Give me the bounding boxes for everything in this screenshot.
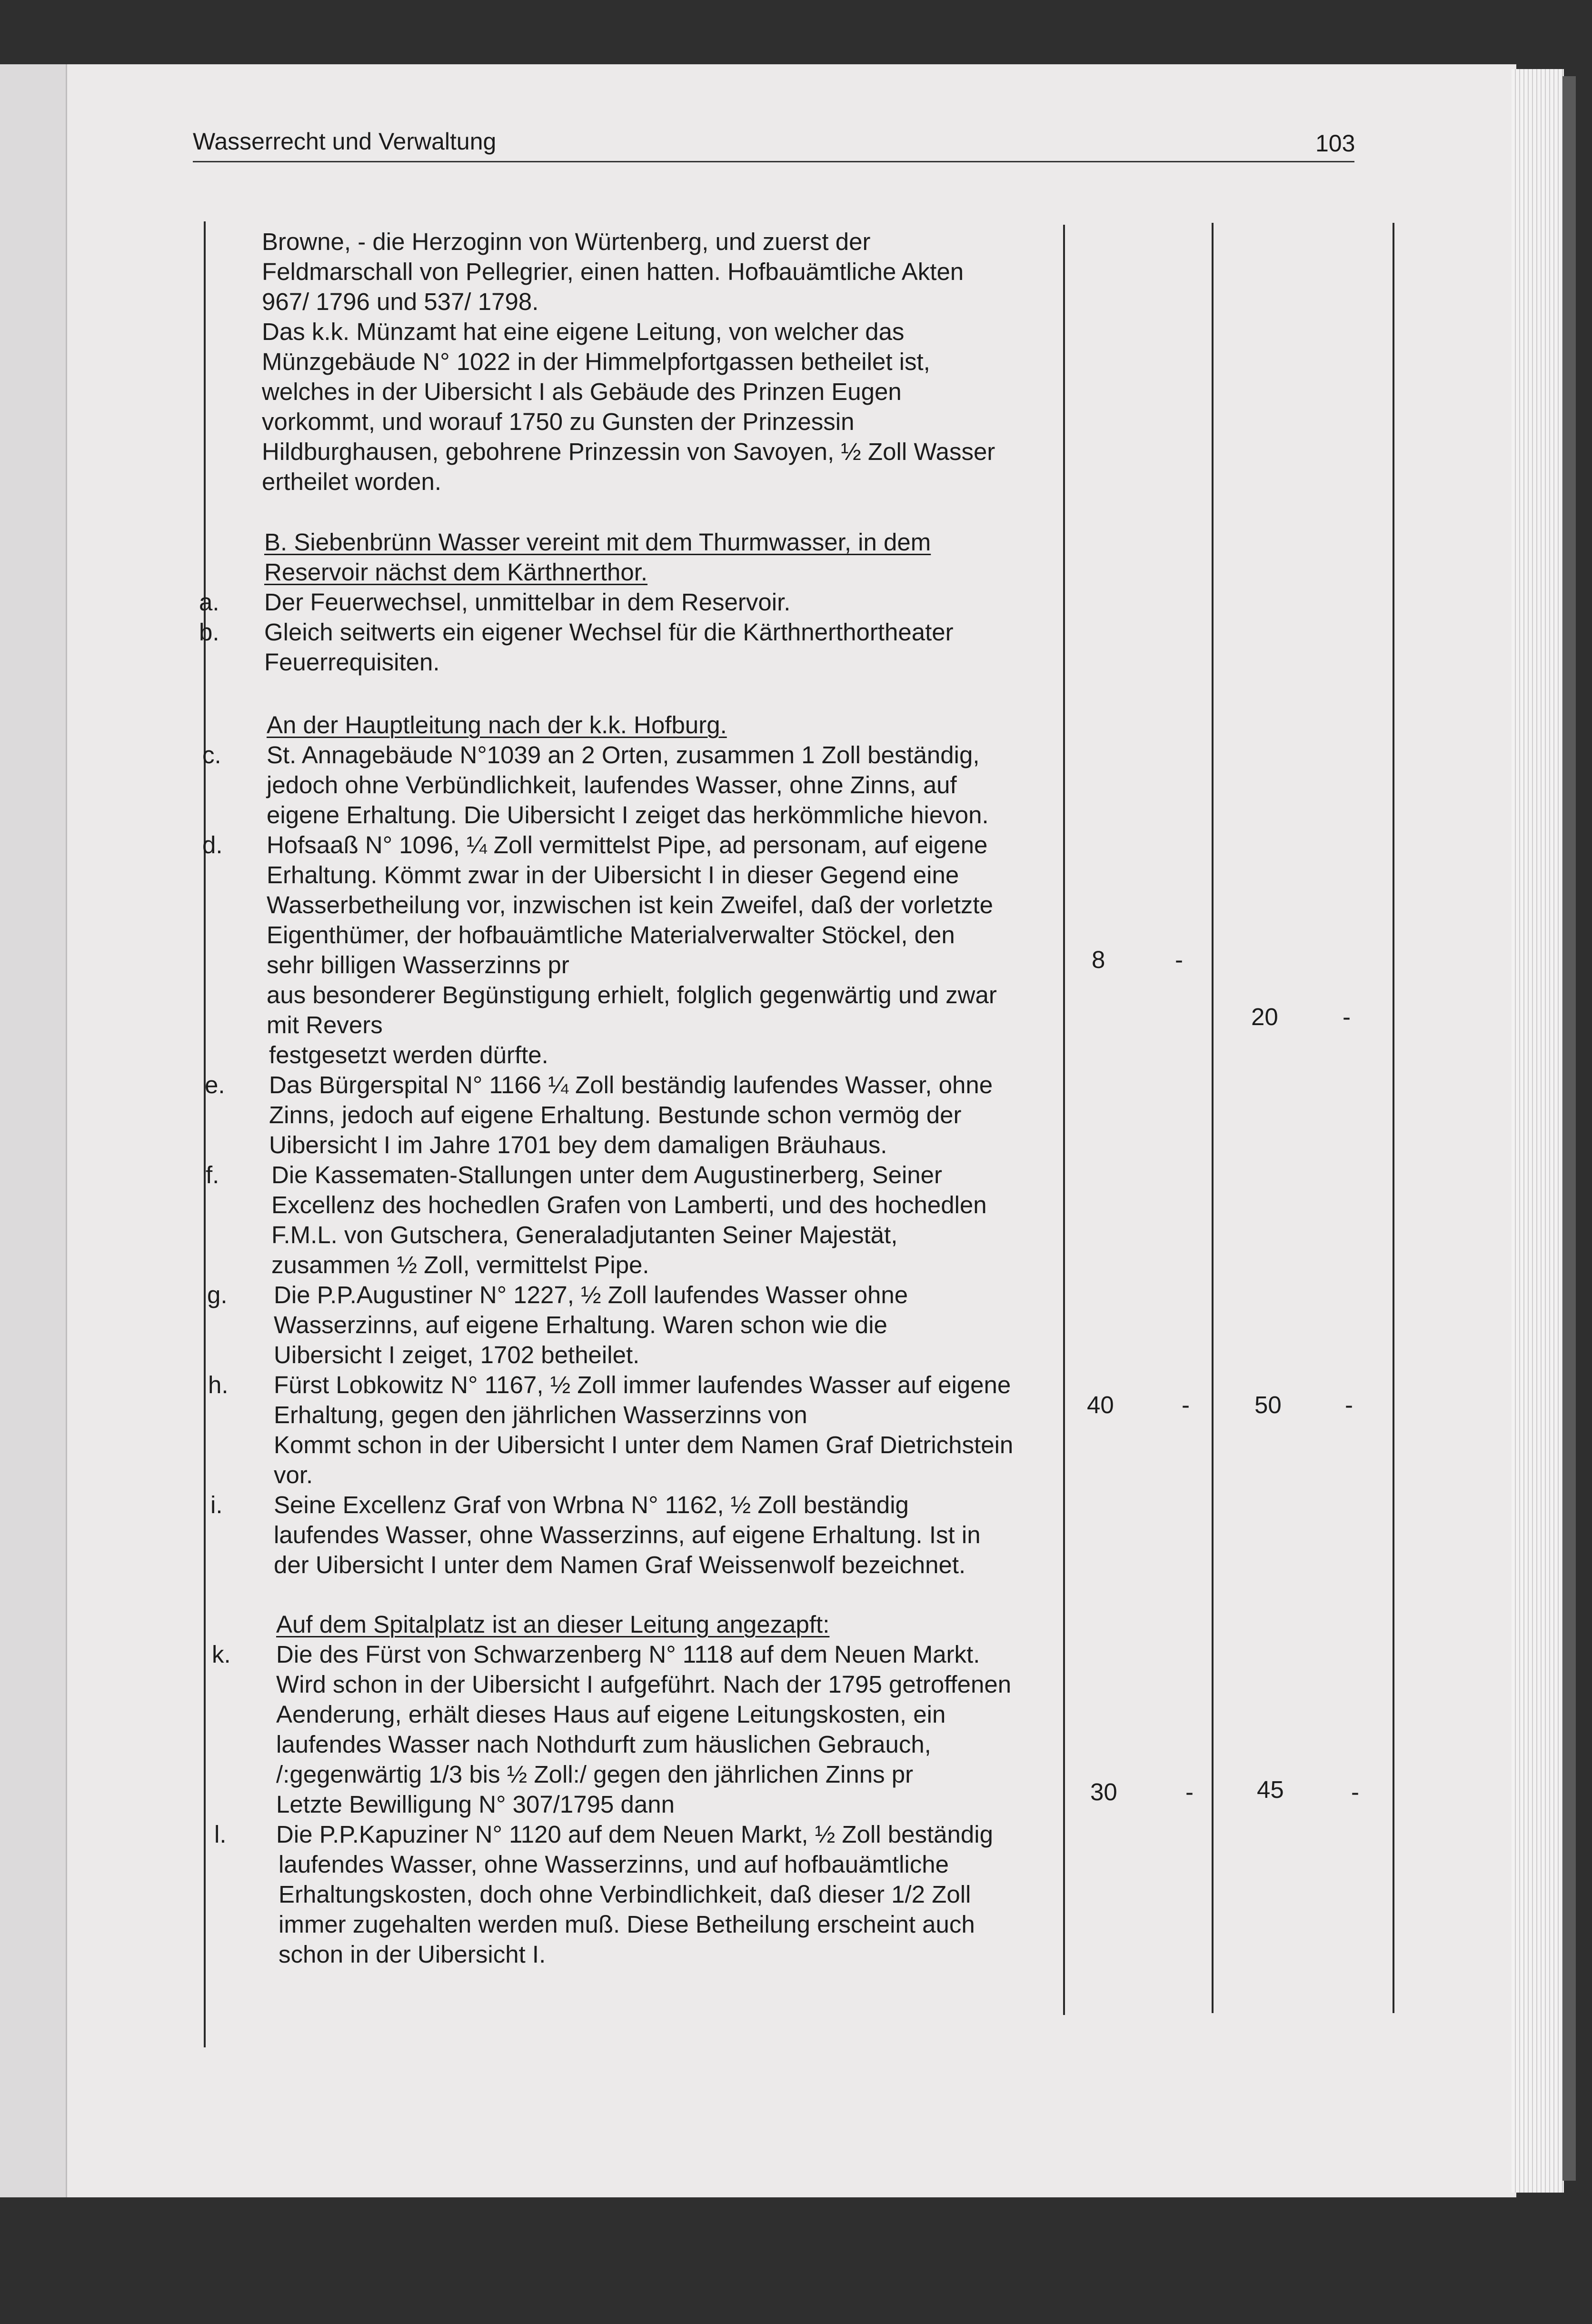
item-marker: l. [214, 1821, 227, 1848]
text-line: Erhaltung, gegen den jährlichen Wasserzinns von [274, 1401, 807, 1428]
amount-dash: - [1343, 1003, 1351, 1030]
header-rule [193, 161, 1354, 162]
item-marker: i. [210, 1491, 223, 1518]
amount-value: 45 [1257, 1776, 1284, 1803]
item-marker: h. [208, 1371, 229, 1398]
item-marker: f. [206, 1161, 219, 1188]
text-line: aus besonderer Begünstigung erhielt, folglich gegenwärtig und zwar [267, 981, 997, 1008]
amount-value: 40 [1087, 1391, 1114, 1418]
text-line: Gleich seitwerts ein eigener Wechsel für die Kärthnerthortheater [264, 618, 954, 646]
item-marker: a. [199, 588, 219, 616]
amount-dash: - [1175, 946, 1183, 973]
text-line: schon in der Uibersicht I. [279, 1941, 546, 1968]
section-heading: Auf dem Spitalplatz ist an dieser Leitung angezapft: [276, 1611, 830, 1638]
amount-value: 8 [1092, 946, 1105, 973]
item-marker: d. [202, 831, 223, 858]
item-marker: k. [212, 1641, 231, 1668]
page-block-edges [1512, 69, 1564, 2193]
text-line: Kommt schon in der Uibersicht I unter dem Namen Graf Dietrichstein [274, 1431, 1014, 1458]
text-line: Feldmarschall von Pellegrier, einen hatten. Hofbauämtliche Akten [262, 258, 964, 285]
page-number: 103 [1315, 130, 1355, 157]
book-edge-shadow [1562, 76, 1576, 2181]
section-heading: B. Siebenbrünn Wasser vereint mit dem Thurmwasser, in dem [264, 529, 931, 556]
table-rule-amount [1212, 223, 1214, 2013]
text-line: der Uibersicht I unter dem Namen Graf Weissenwolf bezeichnet. [274, 1551, 966, 1578]
text-line: Fürst Lobkowitz N° 1167, ½ Zoll immer laufendes Wasser auf eigene [274, 1371, 1011, 1398]
section-heading: Reservoir nächst dem Kärthnerthor. [264, 559, 648, 586]
text-line: Zinns, jedoch auf eigene Erhaltung. Bestunde schon vermög der [269, 1101, 962, 1128]
item-marker: e. [205, 1071, 225, 1098]
text-line: Die P.P.Kapuziner N° 1120 auf dem Neuen Markt, ½ Zoll beständig [276, 1821, 993, 1848]
text-line: /:gegenwärtig 1/3 bis ½ Zoll:/ gegen den jährlichen Zinns pr [276, 1761, 914, 1788]
text-line: Hofsaaß N° 1096, ¼ Zoll vermittelst Pipe, ad personam, auf eigene [267, 831, 988, 858]
text-line: ertheilet worden. [262, 468, 442, 495]
facing-page-edge [0, 64, 67, 2197]
text-line: Erhaltungskosten, doch ohne Verbindlichkeit, daß dieser 1/2 Zoll [279, 1881, 971, 1908]
amount-dash: - [1345, 1391, 1353, 1418]
text-line: Wasserbetheilung vor, inzwischen ist kein Zweifel, daß der vorletzte [267, 891, 993, 918]
text-line: festgesetzt werden dürfte. [269, 1041, 548, 1068]
text-line: Das Bürgerspital N° 1166 ¼ Zoll beständig laufendes Wasser, ohne [269, 1071, 993, 1098]
text-line: Aenderung, erhält dieses Haus auf eigene Leitungskosten, ein [276, 1701, 946, 1728]
text-line: Die des Fürst von Schwarzenberg N° 1118 auf dem Neuen Markt. [276, 1641, 980, 1668]
text-line: Münzgebäude N° 1022 in der Himmelpfortgassen betheilet ist, [262, 348, 930, 375]
text-line: laufendes Wasser nach Nothdurft zum häuslichen Gebrauch, [276, 1731, 931, 1758]
text-line: Das k.k. Münzamt hat eine eigene Leitung, von welcher das [262, 318, 905, 345]
section-heading: An der Hauptleitung nach der k.k. Hofburg. [267, 711, 727, 738]
text-line: F.M.L. von Gutschera, Generaladjutanten Seiner Majestät, [271, 1221, 898, 1248]
text-line: Erhaltung. Kömmt zwar in der Uibersicht I in dieser Gegend eine [267, 861, 959, 888]
text-line: vor. [274, 1461, 313, 1488]
table-rule-right [1393, 223, 1394, 2013]
table-rule-left [204, 221, 206, 2047]
amount-value: 20 [1251, 1003, 1278, 1030]
text-line: zusammen ½ Zoll, vermittelst Pipe. [271, 1251, 649, 1278]
item-marker: g. [207, 1281, 228, 1308]
text-line: laufendes Wasser, ohne Wasserzinns, auf eigene Erhaltung. Ist in [274, 1521, 981, 1548]
item-marker: b. [199, 618, 219, 646]
text-line: Die Kassematen-Stallungen unter dem Augustinerberg, Seiner [271, 1161, 942, 1188]
text-line: Excellenz des hochedlen Grafen von Lamberti, und des hochedlen [271, 1191, 987, 1218]
text-line: Wasserzinns, auf eigene Erhaltung. Waren schon wie die [274, 1311, 887, 1338]
text-line: Uibersicht I im Jahre 1701 bey dem damaligen Bräuhaus. [269, 1131, 887, 1158]
text-line: Die P.P.Augustiner N° 1227, ½ Zoll laufendes Wasser ohne [274, 1281, 908, 1308]
text-line: Hildburghausen, gebohrene Prinzessin von Savoyen, ½ Zoll Wasser [262, 438, 995, 465]
item-marker: c. [202, 741, 221, 768]
text-line: Wird schon in der Uibersicht I aufgeführt. Nach der 1795 getroffenen [276, 1671, 1012, 1698]
text-line: Der Feuerwechsel, unmittelbar in dem Reservoir. [264, 588, 791, 616]
text-line: jedoch ohne Verbündlichkeit, laufendes Wasser, ohne Zinns, auf [267, 771, 957, 798]
amount-dash: - [1185, 1778, 1194, 1805]
text-line: St. Annagebäude N°1039 an 2 Orten, zusammen 1 Zoll beständig, [267, 741, 980, 768]
text-line: sehr billigen Wasserzinns pr [267, 951, 569, 978]
text-line: Feuerrequisiten. [264, 648, 440, 676]
text-line: vorkommt, und worauf 1750 zu Gunsten der Prinzessin [262, 408, 855, 435]
table-rule-text [1063, 225, 1065, 2015]
amount-dash: - [1182, 1391, 1190, 1418]
text-line: mit Revers [267, 1011, 383, 1038]
running-title: Wasserrecht und Verwaltung [193, 128, 497, 155]
amount-dash: - [1351, 1778, 1359, 1805]
text-line: 967/ 1796 und 537/ 1798. [262, 288, 539, 315]
text-line: immer zugehalten werden muß. Diese Betheilung erscheint auch [279, 1911, 975, 1938]
text-line: Letzte Bewilligung N° 307/1795 dann [276, 1791, 675, 1818]
text-line: welches in der Uibersicht I als Gebäude des Prinzen Eugen [262, 378, 902, 405]
text-line: Uibersicht I zeiget, 1702 betheilet. [274, 1341, 640, 1368]
text-line: Seine Excellenz Graf von Wrbna N° 1162, ½ Zoll beständig [274, 1491, 909, 1518]
text-line: Browne, - die Herzoginn von Würtenberg, und zuerst der [262, 228, 871, 255]
text-line: Eigenthümer, der hofbauämtliche Materialverwalter Stöckel, den [267, 921, 955, 948]
text-line: eigene Erhaltung. Die Uibersicht I zeiget das herkömmliche hievon. [267, 801, 989, 828]
amount-value: 50 [1254, 1391, 1282, 1418]
amount-value: 30 [1090, 1778, 1117, 1805]
text-line: laufendes Wasser, ohne Wasserzinns, und auf hofbauämtliche [279, 1851, 949, 1878]
